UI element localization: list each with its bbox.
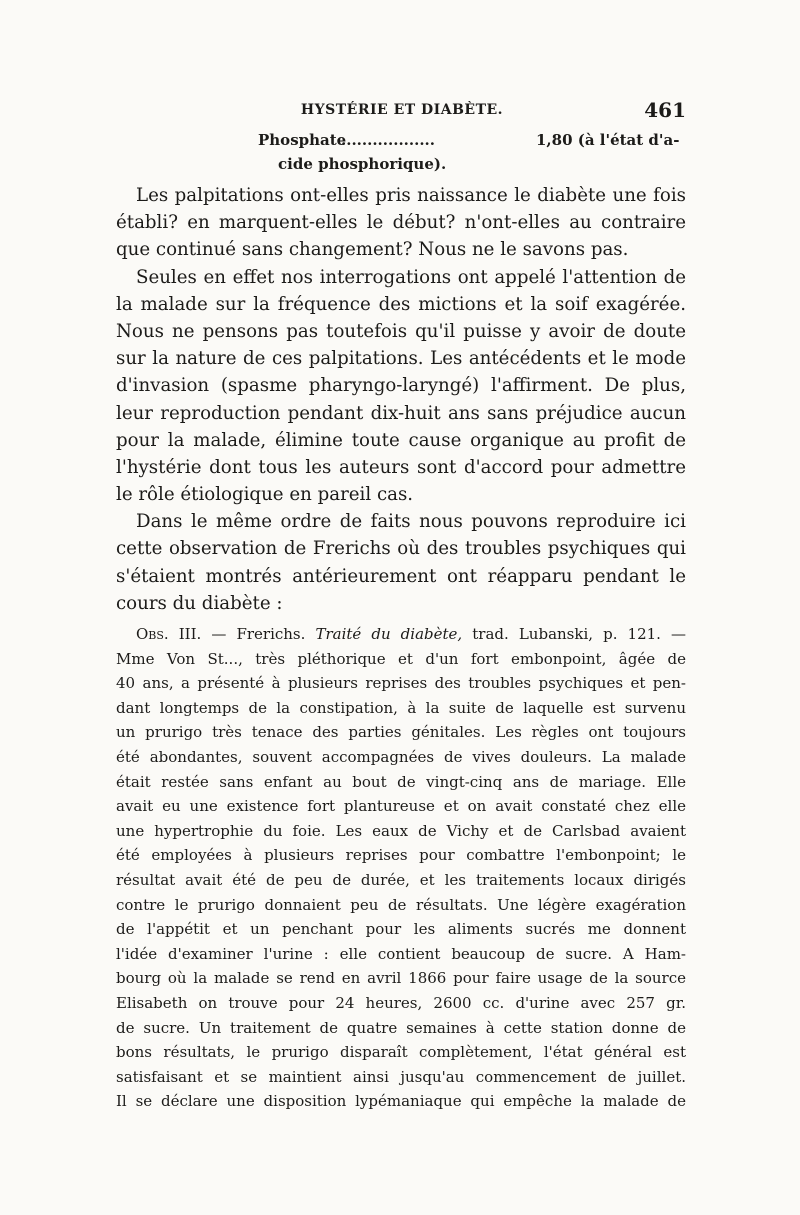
observation-line: un prurigo très tenace des parties génitales. Les règles ont toujours xyxy=(116,723,686,742)
observation-line: était restée sans enfant au bout de vingt-cinq ans de mariage. Elle xyxy=(116,772,686,791)
observation-work: Traité du diabète, xyxy=(315,625,463,643)
text-line: que continué sans changement? Nous ne le savons pas. xyxy=(116,239,629,261)
main-text xyxy=(116,128,686,617)
phosphate-label: Phosphate xyxy=(258,131,347,149)
text-line: pour la malade, élimine toute cause organique au profit de xyxy=(116,429,686,451)
observation-line: avait eu une existence fort plantureuse et on avait constaté chez elle xyxy=(116,797,686,816)
running-title: HYSTÉRIE ET DIABÈTE. xyxy=(300,102,504,118)
phosphate-value: 1,80 (à l'état d'a- xyxy=(536,131,680,149)
text-line: Nous ne pensons pas toutefois qu'il puisse y avoir de doute xyxy=(116,320,686,342)
page-number: 461 xyxy=(644,98,686,122)
observation-line: bons résultats, le prurigo disparaît complètement, l'état général est xyxy=(116,1043,686,1062)
paragraph-3 xyxy=(116,508,686,617)
text-line: l'hystérie dont tous les auteurs sont d'accord pour admettre xyxy=(116,456,686,478)
text-line: le rôle étiologique en pareil cas. xyxy=(116,484,414,506)
observation-label: Obs. III. xyxy=(136,625,202,643)
observation-line: l'idée d'examiner l'urine : elle contient beaucoup de sucre. A Ham- xyxy=(116,944,686,963)
text-line: la malade sur la fréquence des mictions et la soif exagérée. xyxy=(116,293,686,315)
observation-line: satisfaisant et se maintient ainsi jusqu'au commencement de juillet. xyxy=(116,1067,686,1086)
text-line: cette observation de Frerichs où des troubles psychiques qui xyxy=(116,538,686,560)
observation-line: été employées à plusieurs reprises pour combattre l'embonpoint; le xyxy=(116,846,686,865)
text-line: cours du diabète : xyxy=(116,592,283,614)
text-line: Dans le même ordre de faits nous pouvons reproduire ici xyxy=(136,511,686,533)
paragraph-2 xyxy=(116,264,686,509)
observation-author: — Frerichs. xyxy=(211,625,306,643)
observation-line: de sucre. Un traitement de quatre semaines à cette station donne de xyxy=(116,1018,686,1037)
phosphate-dots: .................. xyxy=(341,131,435,149)
observation-line: contre le prurigo donnaient peu de résultats. Une légère exagération xyxy=(116,895,686,914)
text-line: leur reproduction pendant dix-huit ans sans préjudice aucun xyxy=(116,402,686,424)
page-header xyxy=(118,98,686,126)
observation-heading xyxy=(116,622,686,647)
phosphate-continuation xyxy=(116,152,686,176)
observation-line: dant longtemps de la constipation, à la suite de laquelle est survenu xyxy=(116,698,686,717)
observation-line: 40 ans, a présenté à plusieurs reprises des troubles psychiques et pen- xyxy=(116,674,686,693)
observation-line: une hypertrophie du foie. Les eaux de Vichy et de Carlsbad avaient xyxy=(116,821,686,840)
phosphate-entry xyxy=(116,128,686,152)
observation-line: été abondantes, souvent accompagnées de vives douleurs. La malade xyxy=(116,747,686,766)
text-line: Seules en effet nos interrogations ont appelé l'attention de xyxy=(136,266,686,288)
text-line: établi? en marquent-elles le début? n'ont-elles au contraire xyxy=(116,212,686,234)
phosphate-continuation-text: cide phosphorique). xyxy=(278,155,447,173)
text-line: Les palpitations ont-elles pris naissance le diabète une fois xyxy=(136,185,686,206)
observation-line: bourg où la malade se rend en avril 1866 pour faire usage de la source xyxy=(116,969,686,988)
observation-line: de l'appétit et un penchant pour les aliments sucrés me donnent xyxy=(116,920,686,939)
observation-citation: trad. Lubanski, p. 121. — xyxy=(472,625,686,643)
observation-line: résultat avait été de peu de durée, et les traitements locaux dirigés xyxy=(116,870,686,889)
paragraph-1 xyxy=(116,182,686,264)
observation-line: Mme Von St..., très pléthorique et d'un fort embonpoint, âgée de xyxy=(116,649,686,668)
observation-line: Elisabeth on trouve pour 24 heures, 2600 cc. d'urine avec 257 gr. xyxy=(116,993,686,1012)
text-line: sur la nature de ces palpitations. Les antécédents et le mode xyxy=(116,348,686,370)
observation-block xyxy=(116,622,686,1114)
observation-line: Il se déclare une disposition lypémaniaque qui empêche la malade de xyxy=(116,1092,686,1111)
text-line: s'étaient montrés antérieurement ont réapparu pendant le xyxy=(116,565,686,587)
text-line: d'invasion (spasme pharyngo-laryngé) l'affirment. De plus, xyxy=(116,375,686,397)
